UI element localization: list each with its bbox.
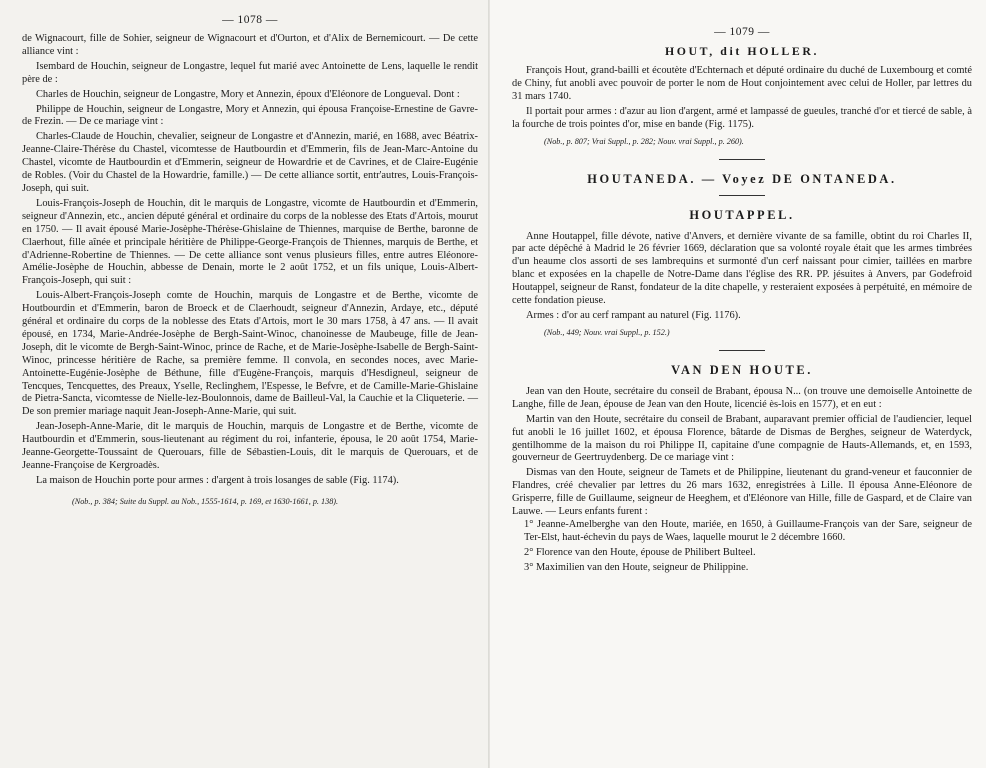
paragraph: de Wignacourt, fille de Sohier, seigneur de Wignacourt et d'Ourton, et d'Alix de Bernemicourt. — De cette alliance vint : [22, 33, 478, 57]
list-item: 1° Jeanne-Amelberghe van den Houte, mariée, en 1650, à Guillaume-François van der Sare, seigneur de Ter-Elst, haut-échevin du pays de Waes, laquelle mourut le 2 décembre 1660. [524, 518, 972, 543]
right-page [490, 0, 986, 768]
citation: (Nob., p. 384; Suite du Suppl. au Nob., 1555-1614, p. 169, et 1630-1661, p. 138). [72, 496, 339, 506]
paragraph: Anne Houtappel, fille dévote, native d'Anvers, et dernière vivante de sa famille, obtint du roi Charles II, par acte dépêché à Madrid le 26 février 1669, déclaration que sa volonté royale était que les armes timbrées d'un heaume clos assorti de ses lambrequins et surmonté d'un cerf naissant pour cimier, taillées en marbre blanc et exposées en la chapelle de Notre-Dame dans l'église des RR. PP. jésuites à Anvers, par Godefroid Houtappel, seigneur de Ranst, fondateur de la dite chapelle, y resteraient exposées à perpétuité, en mémoire de cette fondation pieuse. [512, 230, 972, 307]
citation: (Nob., p. 807; Vrai Suppl., p. 282; Nouv. vrai Suppl., p. 260). [544, 136, 744, 146]
list-item: 3° Maximilien van den Houte, seigneur de Philippine. [524, 561, 749, 573]
section-heading: HOUTANEDA. — Voyez DE ONTANEDA. [587, 171, 897, 186]
paragraph: La maison de Houchin porte pour armes : d'argent à trois losanges de sable (Fig. 1174). [36, 474, 399, 486]
paragraph: François Hout, grand-bailli et écoutète d'Echternach et député ordinaire du duché de Luxembourg et comté de Chiny, fut anobli avec pouvoir de porter le nom de Hout conjointement avec celui de Holler, par lettres du 31 mars 1740. [512, 65, 972, 102]
section-houtappel [512, 208, 972, 351]
children-list [512, 519, 972, 575]
section-van-den-houte [512, 363, 972, 575]
section-divider [719, 195, 765, 196]
paragraph: Charles de Houchin, seigneur de Longastre, Mory et Annezin, époux d'Eléonore de Longueval. Dont : [36, 88, 460, 100]
citation: (Nob., 449; Nouv. vrai Suppl., p. 152.) [544, 327, 670, 337]
paragraph: Isembard de Houchin, seigneur de Longastre, lequel fut marié avec Antoinette de Lens, laquelle le rendit père de : [22, 60, 478, 85]
paragraph: Armes : d'or au cerf rampant au naturel (Fig. 1176). [526, 309, 741, 321]
section-houtaneda [512, 172, 972, 196]
section-divider [719, 159, 765, 160]
paragraph: Il portait pour armes : d'azur au lion d'argent, armé et lampassé de gueules, tranché d'or et tiercé de sable, à la fourche de trois pointes d'or, mise en bande (Fig. 1175). [512, 105, 972, 130]
list-item: 2° Florence van den Houte, épouse de Philibert Bulteel. [524, 546, 756, 558]
page-number-right: — 1079 — [714, 26, 770, 38]
paragraph: Charles-Claude de Houchin, chevalier, seigneur de Longastre et d'Annezin, marié, en 1688, avec Béatrix-Jeanne-Claire-Thérèse du Chastel, vicomtesse de Hautbourdin et d'Emmerin, fils de Jean-Marc-Antoine du Chastel, vicomte de Hautbourdin et d'Emmerin, seigneur de Howardrie et de Cavrines, et de Claire-Eugénie de Robles. (Voir du Chastel de la Howardrie, famille.) — De cette alliance sortit, entr'autres, Louis-François-Joseph, qui suit. [22, 131, 478, 194]
paragraph: Louis-Albert-François-Joseph comte de Houchin, marquis de Longastre et de Berthe, vicomte de Houtbourdin et d'Emmerin, baron de Broeck et de Claerhoudt, seigneur d'Annezin, Ardaye, etc., député général et ordinaire du corps de la noblesse des Etats d'Artois, mort le 30 mars 1758, à 47 ans. — Il avait épousé, en 1734, Marie-Andrée-Josèphe de Bergh-Saint-Winoc, chanoinesse de Maubeuge, fille de Jean-Joseph, dit le vicomte de Bergh-Saint-Winoc, prince de Rache, et de Marie-Josèphe-Isabelle de Bergh-Saint-Winoc, princesse héritière de Rache, sa première femme. Il convola, en secondes noces, avec Marie-Antoinette-Eugénie-Josèphe de Béthune, fille d'Eugène-François, marquis d'Hesdigneul, seigneur de Tencques, Tencquettes, des Preaux, Yselle, Reclinghem, l'Espesse, le Befvre, et de Camille-Marie-Ghislaine de Pietra-Sancta, vicomtesse de Nielle-lez-Boulonnois, dame de Bailleul-Val, la Cauchie et la Cliqueterie. — De son premier mariage naquit Jean-Joseph-Anne-Marie, qui suit. [22, 290, 478, 418]
paragraph: Dismas van den Houte, seigneur de Tamets et de Philippine, lieutenant du grand-veneur et fauconnier de Flandres, créé chevalier par lettres du 26 mars 1632, enregistrées à Lille. Il épousa Anne-Eléonore de Grisperre, fille de Guillaume, seigneur de Heeghem, et d'Eléonore van Hille, fille de Gaspard, et de Claire van Lauwe. — Leurs enfants furent : [512, 467, 972, 518]
page-number-left: — 1078 — [222, 14, 278, 26]
section-hout [512, 44, 972, 160]
paragraph: Jean van den Houte, secrétaire du conseil de Brabant, épousa N... (on trouve une demoiselle Antoinette de Langhe, fille de Jean, épouse de Jean van den Houte, licencié ès-lois en 1577), et en eut : [512, 385, 972, 410]
section-divider [719, 350, 765, 351]
paragraph: Louis-François-Joseph de Houchin, dit le marquis de Longastre, vicomte de Hautbourdin et d'Emmerin, seigneur d'Annezin, etc., ancien député général et ordinaire du corps de la noblesse des Etats d'Artois, mourut en 1750. — Il avait épousé Marie-Josèphe-Thérèse-Ghislaine de Thiennes, marquise de Berthe, baronne de Claerhout, fille aînée et principale héritière de Philippe-George-François de Thiennes, marquis de Berthe, et d'Adrienne-Robertine de Thiennes. — De cette alliance sont venus plusieurs filles, entre autres Eléonore-Amélie-Josèphe de Houchin, abbesse de Denain, morte le 2 août 1752, et un fils unique, Louis-Albert-François-Joseph, qui suit : [22, 197, 478, 287]
paragraph: Martin van den Houte, secrétaire du conseil de Brabant, auparavant premier official de l'audiencier, lequel fut anobli le 16 juillet 1602, et épousa Florence, bâtarde de Dismas de Berghes, seigneur de Waterdyck, gentilhomme de la maison du roi Philippe II, capitaine d'une compagnie de Hauts-Allemands, et, en 1593, gouverneur de Geertruydenberg. De ce mariage vint : [512, 413, 972, 464]
left-page [0, 0, 490, 768]
section-heading: HOUT, dit HOLLER. [664, 44, 820, 58]
section-heading: HOUTAPPEL. [689, 207, 795, 222]
paragraph: Philippe de Houchin, seigneur de Longastre, Mory et Annezin, qui épousa Françoise-Ernestine de Gavre-de Frezin. — De ce mariage vint : [22, 103, 478, 128]
section-heading: VAN DEN HOUTE. [671, 362, 813, 377]
paragraph: Jean-Joseph-Anne-Marie, dit le marquis de Houchin, marquis de Longastre et de Berthe, vicomte de Hautbourdin et d'Emmerin, sous-lieutenant au régiment du roi, infanterie, épousa, le 20 août 1754, Marie-Jeanne-Georgette-Toussaint de Querouars, fille de Sébastien-Louis, dit le marquis de Querouars, et de Jeanne-Françoise de Kergroadès. [22, 421, 478, 471]
